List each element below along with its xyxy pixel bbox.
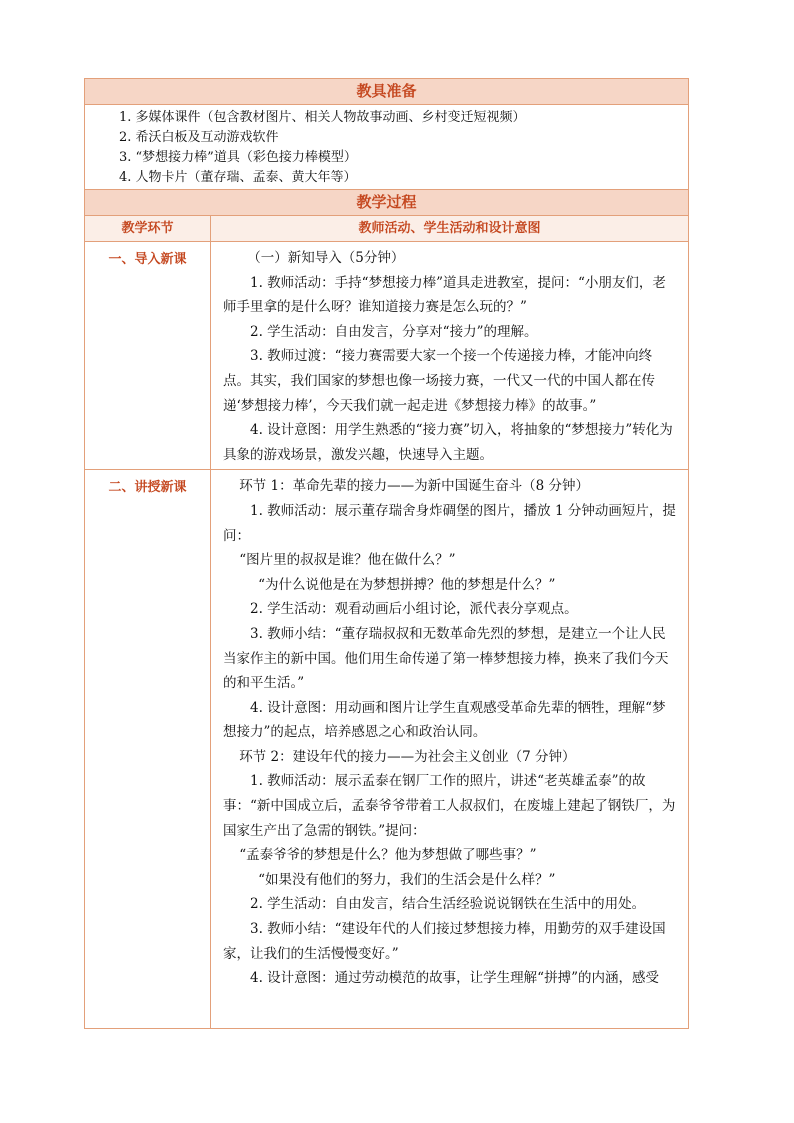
paragraph: 2. 学生活动：自由发言，结合生活经验说说钢铁在生活中的用处。 [250, 896, 646, 913]
question: “图片里的叔叔是谁？他在做什么？” [239, 552, 456, 569]
question: “如果没有他们的努力，我们的生活会是什么样？” [258, 871, 556, 888]
process-header: 教学过程 [85, 190, 689, 216]
paragraph: 4. 设计意图：用学生熟悉的“接力赛”切入，将抽象的“梦想接力”转化为具象的游戏场景，激发兴趣，快速导入主题。 [223, 422, 673, 463]
subheading: 环节 1：革命先辈的接力——为新中国诞生奋斗（8 分钟） [239, 478, 589, 495]
lesson-plan-table [84, 78, 689, 1029]
section-content-teaching [211, 470, 689, 1029]
paragraph: 3. 教师过渡：“接力赛需要大家一个接一个传递接力棒，才能冲向终点。其实，我们国家的梦想也像一场接力赛，一代又一代的中国人都在传递‘梦想接力棒’，今天我们就一起走进《梦想接力棒》的故事。” [223, 348, 655, 414]
paragraph: 4. 设计意图：用动画和图片让学生直观感受革命先辈的牺牲，理解“梦想接力”的起点，培养感恩之心和政治认同。 [223, 699, 666, 741]
column-header-activities: 教师活动、学生活动和设计意图 [211, 216, 689, 242]
lesson-plan-page [84, 78, 688, 1029]
paragraph: 3. 教师小结：“建设年代的人们接过梦想接力棒，用勤劳的双手建设国家，让我们的生活慢慢变好。” [223, 921, 666, 962]
paragraph: 2. 学生活动：观看动画后小组讨论，派代表分享观点。 [250, 601, 578, 618]
question: “孟泰爷爷的梦想是什么？他为梦想做了哪些事？” [239, 847, 537, 864]
prep-list [85, 105, 689, 190]
subheading: 环节 2：建设年代的接力——为社会主义创业（7 分钟） [239, 748, 576, 765]
paragraph: 2. 学生活动：自由发言，分享对“接力”的理解。 [250, 323, 538, 340]
section-content-intro [211, 242, 689, 470]
prep-item: 1. 多媒体课件（包含教材图片、相关人物故事动画、乡村变迁短视频） [119, 110, 526, 125]
prep-item: 4. 人物卡片（董存瑞、孟泰、黄大年等） [119, 170, 357, 185]
subheading: （一）新知导入（5分钟） [247, 250, 405, 266]
question: “为什么说他是在为梦想拼搏？他的梦想是什么？” [258, 576, 556, 593]
prep-header: 教具准备 [85, 79, 689, 105]
section-label-intro: 一、导入新课 [85, 242, 211, 470]
paragraph: 1. 教师活动：展示董存瑞舍身炸碉堡的图片，播放 1 分钟动画短片，提问： [223, 502, 676, 544]
column-header-stage: 教学环节 [85, 216, 211, 242]
paragraph: 4. 设计意图：通过劳动模范的故事，让学生理解“拼搏”的内涵，感受 [250, 970, 659, 987]
paragraph: 1. 教师活动：手持“梦想接力棒”道具走进教室，提问：“小朋友们，老师手里拿的是什么呀？谁知道接力赛是怎么玩的？” [223, 274, 666, 316]
prep-item: 2. 希沃白板及互动游戏软件 [119, 130, 279, 145]
prep-item: 3. “梦想接力棒”道具（彩色接力棒模型） [119, 150, 357, 165]
paragraph: 3. 教师小结：“董存瑞叔叔和无数革命先烈的梦想，是建立一个让人民当家作主的新中国。他们用生命传递了第一棒梦想接力棒，换来了我们今天的和平生活。” [223, 625, 669, 692]
paragraph: 1. 教师活动：展示孟泰在钢厂工作的照片，讲述“老英雄孟泰”的故事：“新中国成立后，孟泰爷爷带着工人叔叔们，在废墟上建起了钢铁厂，为国家生产出了急需的钢铁。”提问： [223, 773, 676, 839]
section-label-teaching: 二、讲授新课 [85, 470, 211, 1029]
